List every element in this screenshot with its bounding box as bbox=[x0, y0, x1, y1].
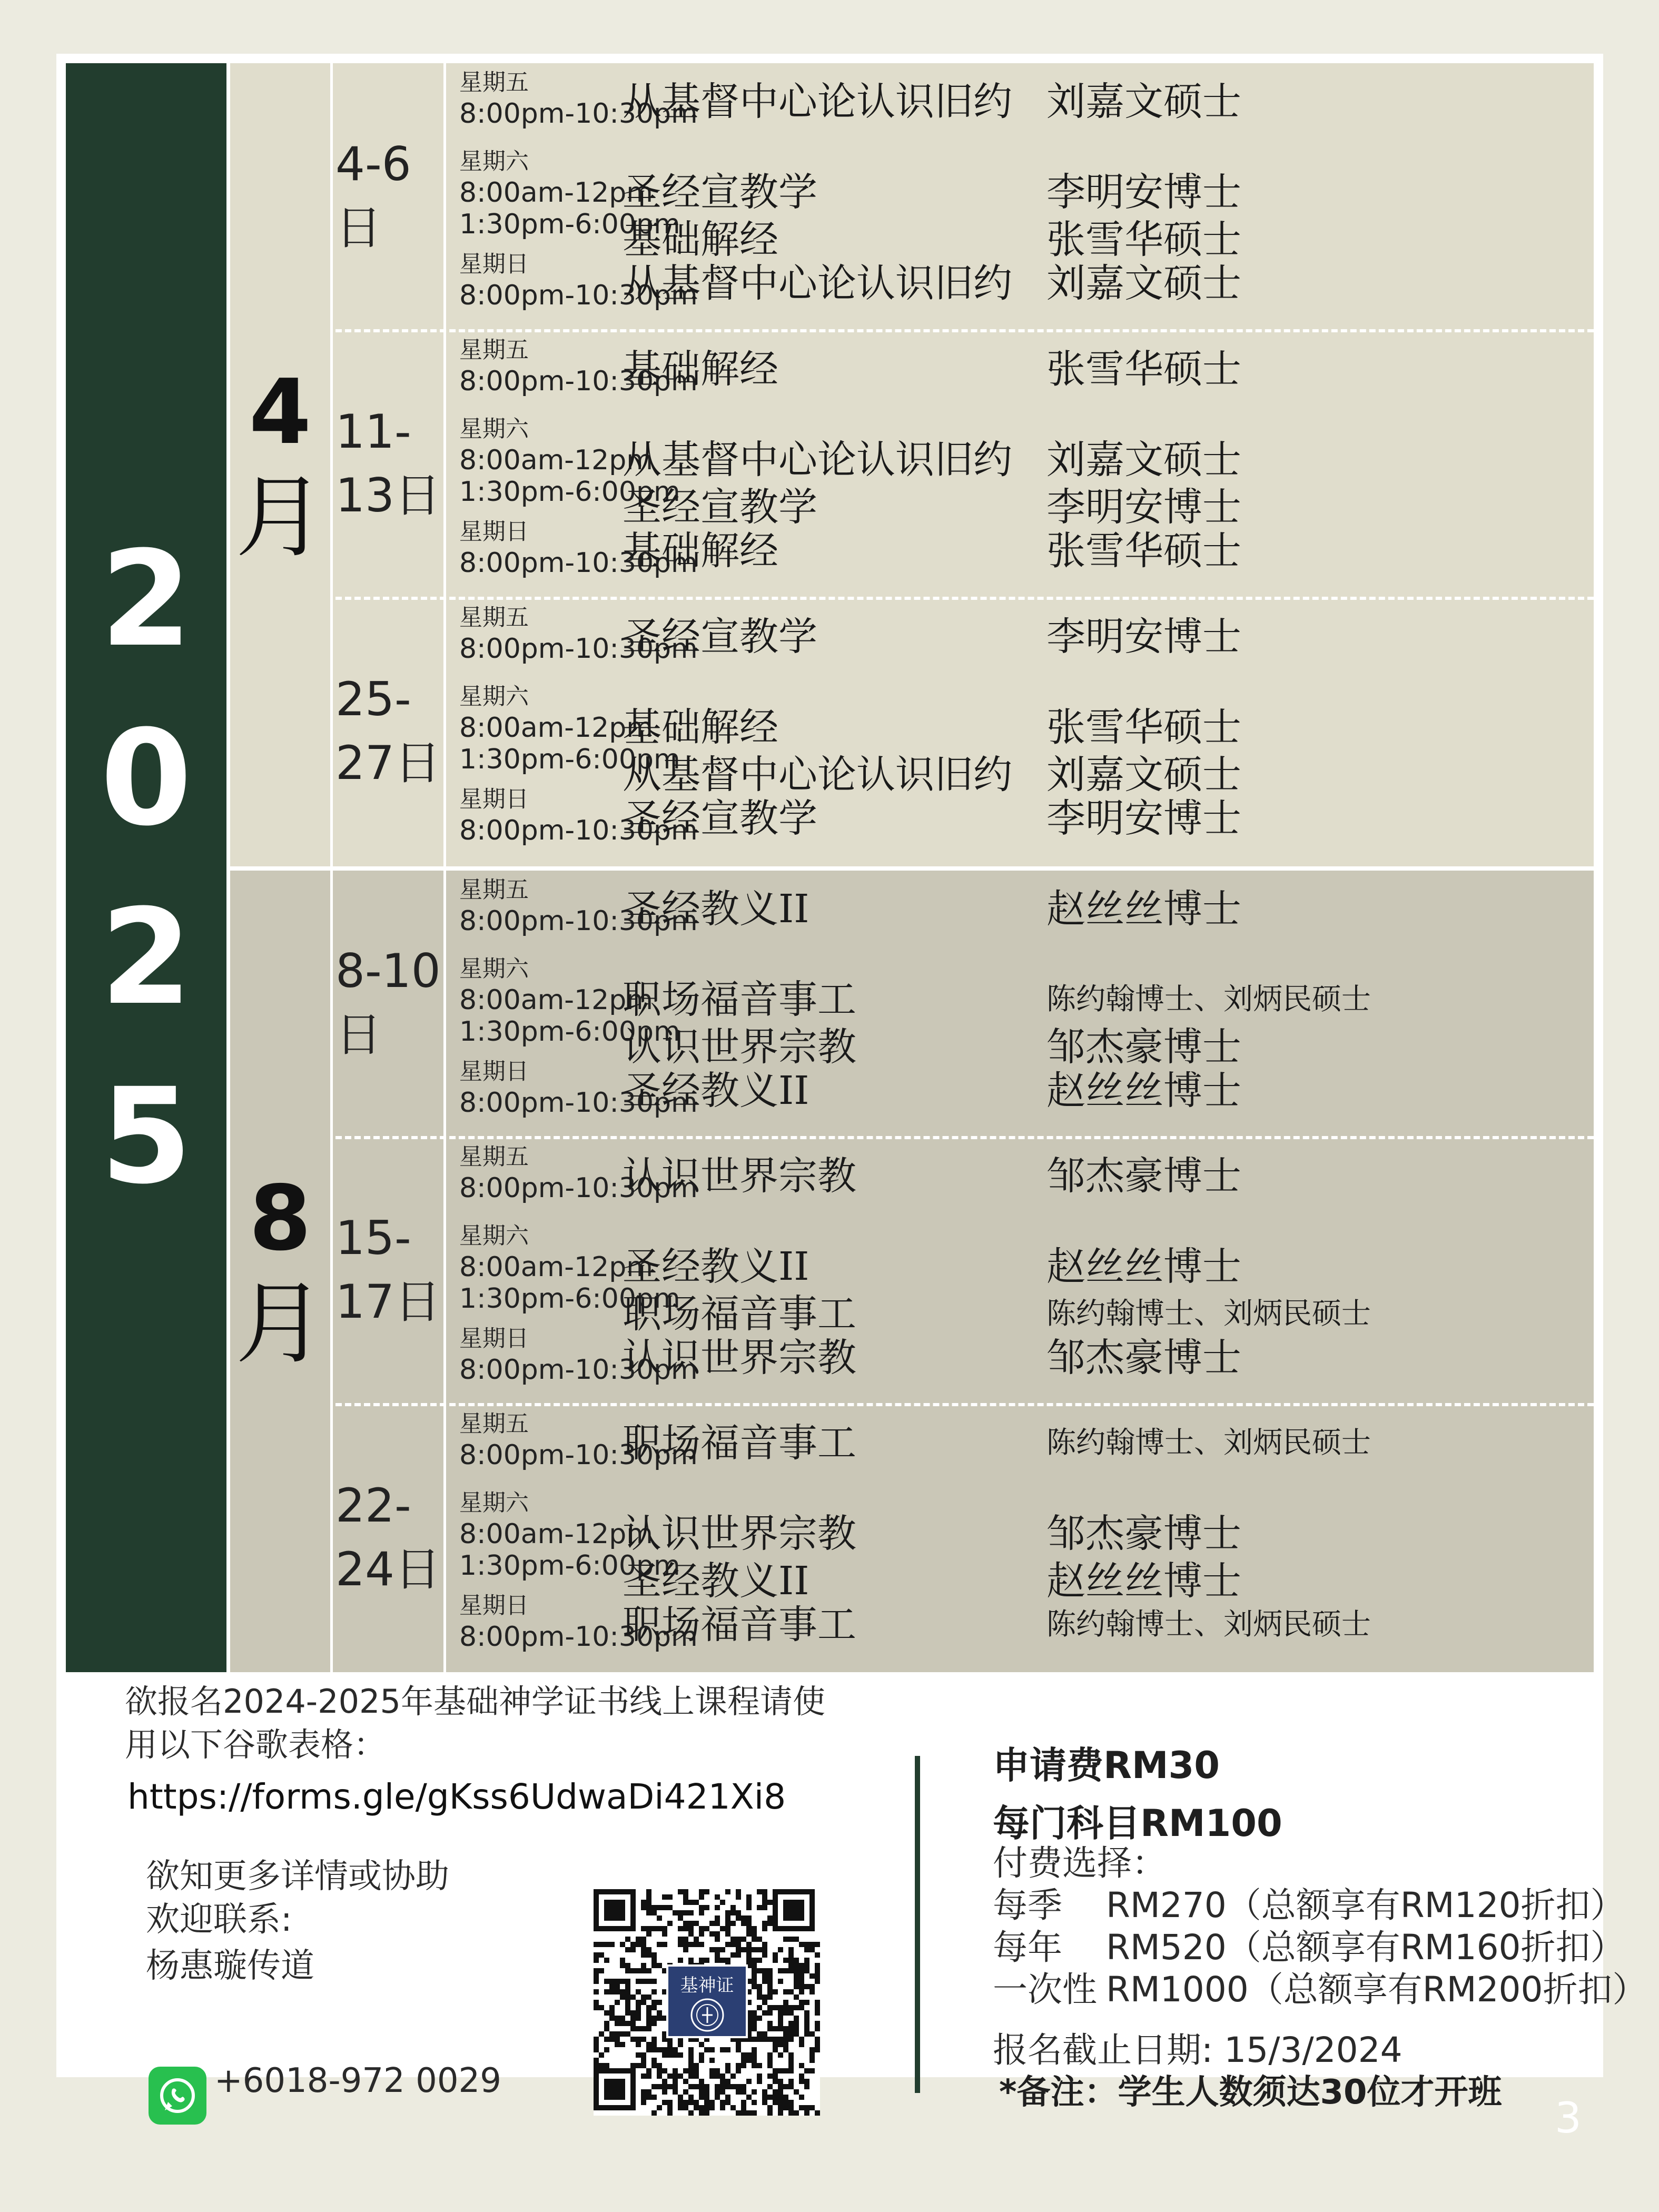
qr-logo bbox=[666, 1964, 748, 2038]
session-time: 8:00pm-10:30pm bbox=[459, 815, 698, 846]
course-fee: 每门科目RM100 bbox=[993, 1802, 1282, 1845]
session-day: 星期五 bbox=[459, 1143, 529, 1170]
qr-logo-text: 基神证 bbox=[680, 1975, 734, 1996]
payment-option-text: RM1000（总额享有RM200折扣） bbox=[1106, 1969, 1647, 2010]
lecturer-name: 李明安博士 bbox=[1046, 170, 1241, 215]
session-day: 星期日 bbox=[459, 1325, 529, 1352]
session-time: 1:30pm-6:00pm bbox=[459, 1550, 680, 1582]
footer-divider bbox=[915, 1756, 920, 2093]
session-day: 星期六 bbox=[459, 683, 529, 710]
weekend-block bbox=[335, 331, 1594, 598]
course-name: 职场福音事工 bbox=[623, 1602, 856, 1647]
month-section-august bbox=[230, 871, 1594, 1672]
lecturer-name: 刘嘉文硕士 bbox=[1046, 261, 1241, 306]
lecturer-name: 邹杰豪博士 bbox=[1046, 1335, 1241, 1380]
session-time: 1:30pm-6:00pm bbox=[459, 1283, 680, 1315]
session-time: 1:30pm-6:00pm bbox=[459, 476, 680, 508]
month-char: 月 bbox=[235, 1272, 325, 1376]
weekend-dates: 4-6日 bbox=[335, 136, 411, 255]
lecturer-name: 陈约翰博士、刘炳民硕士 bbox=[1046, 1297, 1371, 1331]
weekend-dates: 15-17日 bbox=[335, 1211, 441, 1329]
session-time: 8:00am-12pm bbox=[459, 1251, 653, 1283]
course-name: 圣经教义II bbox=[623, 1244, 809, 1289]
session-time: 8:00am-12pm bbox=[459, 445, 653, 476]
course-name: 基础解经 bbox=[623, 705, 778, 750]
session-day: 星期六 bbox=[459, 1222, 529, 1249]
payment-option-text: RM520（总额享有RM160折扣） bbox=[1106, 1927, 1625, 1968]
session-day: 星期日 bbox=[459, 1592, 529, 1619]
session-day: 星期五 bbox=[459, 337, 529, 363]
payment-option-label: 每季 bbox=[993, 1885, 1062, 1925]
contact-phone[interactable]: +6018-972 0029 bbox=[214, 2061, 501, 2100]
schedule-card bbox=[56, 54, 1647, 2112]
session-time: 1:30pm-6:00pm bbox=[459, 1016, 680, 1048]
payment-option-label: 一次性 bbox=[993, 1969, 1097, 2010]
lecturer-name: 赵丝丝博士 bbox=[1046, 886, 1241, 932]
lecturer-name: 张雪华硕士 bbox=[1046, 528, 1241, 574]
weekend-dates: 25-27日 bbox=[335, 672, 441, 790]
lecturer-name: 陈约翰博士、刘炳民硕士 bbox=[1046, 1607, 1371, 1642]
session-day: 星期五 bbox=[459, 1410, 529, 1437]
whatsapp-icon bbox=[149, 2067, 206, 2125]
lecturer-name: 李明安博士 bbox=[1046, 485, 1241, 530]
year-digit: 5 bbox=[100, 1059, 192, 1213]
weekend-dates: 11-13日 bbox=[335, 404, 441, 522]
course-name: 圣经宣教学 bbox=[623, 170, 817, 215]
lecturer-name: 邹杰豪博士 bbox=[1046, 1511, 1241, 1556]
lecturer-name: 赵丝丝博士 bbox=[1046, 1068, 1241, 1113]
course-name: 认识世界宗教 bbox=[623, 1024, 856, 1070]
class-note: *备注：学生人数须达30位才开班 bbox=[999, 2073, 1502, 2112]
weekend-block bbox=[335, 1405, 1594, 1672]
lecturer-name: 赵丝丝博士 bbox=[1046, 1558, 1241, 1604]
year-column bbox=[66, 63, 226, 1672]
course-name: 圣经宣教学 bbox=[623, 485, 817, 530]
payment-option bbox=[993, 1926, 1625, 1969]
session-day: 星期五 bbox=[459, 604, 529, 631]
course-name: 认识世界宗教 bbox=[623, 1511, 856, 1556]
session-time: 8:00am-12pm bbox=[459, 1518, 653, 1550]
page-number: 3 bbox=[1555, 2094, 1582, 2142]
session-time: 8:00pm-10:30pm bbox=[459, 366, 698, 397]
registration-link[interactable]: https://forms.gle/gKss6UdwaDi421Xi8 bbox=[127, 1776, 786, 1817]
lecturer-name: 张雪华硕士 bbox=[1046, 705, 1241, 750]
session-day: 星期日 bbox=[459, 251, 529, 278]
session-time: 8:00pm-10:30pm bbox=[459, 280, 698, 311]
weekend-dates: 8-10日 bbox=[335, 944, 441, 1062]
year-digit: 2 bbox=[100, 522, 192, 676]
payment-title: 付费选择： bbox=[993, 1843, 1167, 1883]
registration-text: 欲报名2024-2025年基础神学证书线上课程请使用以下谷歌表格： bbox=[125, 1682, 825, 1764]
course-name: 认识世界宗教 bbox=[623, 1153, 856, 1199]
session-day: 星期日 bbox=[459, 786, 529, 813]
course-name: 认识世界宗教 bbox=[623, 1335, 856, 1380]
column-divider bbox=[330, 63, 333, 866]
month-number: 8 bbox=[249, 1167, 312, 1271]
course-name: 圣经教义II bbox=[623, 1558, 809, 1604]
session-day: 星期六 bbox=[459, 1489, 529, 1516]
application-fee: 申请费RM30 bbox=[993, 1744, 1220, 1787]
session-time: 8:00pm-10:30pm bbox=[459, 1087, 698, 1119]
lecturer-name: 刘嘉文硕士 bbox=[1046, 752, 1241, 797]
session-day: 星期日 bbox=[459, 1058, 529, 1085]
session-time: 8:00pm-10:30pm bbox=[459, 98, 698, 130]
session-day: 星期五 bbox=[459, 876, 529, 903]
registration-deadline: 报名截止日期: 15/3/2024 bbox=[993, 2030, 1403, 2070]
weekend-dates: 22-24日 bbox=[335, 1478, 441, 1596]
payment-option bbox=[993, 1968, 1647, 2011]
session-time: 8:00pm-10:30pm bbox=[459, 547, 698, 579]
lecturer-name: 赵丝丝博士 bbox=[1046, 1244, 1241, 1289]
year-digit: 2 bbox=[100, 880, 192, 1034]
session-time: 8:00pm-10:30pm bbox=[459, 1621, 698, 1653]
course-name: 从基督中心论认识旧约 bbox=[623, 437, 1012, 482]
month-char: 月 bbox=[235, 465, 325, 570]
weekend-block bbox=[335, 871, 1594, 1138]
course-name: 圣经教义II bbox=[623, 886, 809, 932]
session-day: 星期日 bbox=[459, 518, 529, 545]
lecturer-name: 陈约翰博士、刘炳民硕士 bbox=[1046, 982, 1371, 1016]
lecturer-name: 李明安博士 bbox=[1046, 796, 1241, 841]
session-time: 8:00am-12pm bbox=[459, 712, 653, 744]
course-name: 从基督中心论认识旧约 bbox=[623, 261, 1012, 306]
session-day: 星期六 bbox=[459, 416, 529, 442]
course-name: 职场福音事工 bbox=[623, 1291, 856, 1337]
payment-option bbox=[993, 1884, 1625, 1927]
lecturer-name: 李明安博士 bbox=[1046, 614, 1241, 659]
course-name: 圣经宣教学 bbox=[623, 796, 817, 841]
course-name: 从基督中心论认识旧约 bbox=[623, 79, 1012, 124]
weekend-block bbox=[335, 63, 1594, 331]
course-name: 职场福音事工 bbox=[623, 977, 856, 1022]
course-name: 基础解经 bbox=[623, 217, 778, 262]
course-name: 从基督中心论认识旧约 bbox=[623, 752, 1012, 797]
lecturer-name: 张雪华硕士 bbox=[1046, 217, 1241, 262]
month-label bbox=[230, 871, 330, 1672]
year-digit: 0 bbox=[100, 701, 192, 855]
session-time: 1:30pm-6:00pm bbox=[459, 209, 680, 240]
session-time: 8:00pm-10:30pm bbox=[459, 1354, 698, 1386]
lecturer-name: 陈约翰博士、刘炳民硕士 bbox=[1046, 1426, 1371, 1460]
payment-option-text: RM270（总额享有RM120折扣） bbox=[1106, 1885, 1625, 1925]
course-name: 基础解经 bbox=[623, 347, 778, 392]
contact-text: 欲知更多详情或协助 欢迎联系: bbox=[146, 1857, 449, 1939]
course-name: 基础解经 bbox=[623, 528, 778, 574]
session-time: 8:00pm-10:30pm bbox=[459, 905, 698, 937]
lecturer-name: 刘嘉文硕士 bbox=[1046, 79, 1241, 124]
session-day: 星期六 bbox=[459, 148, 529, 175]
course-name: 职场福音事工 bbox=[623, 1420, 856, 1466]
session-time: 8:00pm-10:30pm bbox=[459, 633, 698, 665]
month-label bbox=[230, 63, 330, 866]
lecturer-name: 刘嘉文硕士 bbox=[1046, 437, 1241, 482]
month-number: 4 bbox=[249, 360, 312, 465]
course-name: 圣经宣教学 bbox=[623, 614, 817, 659]
session-time: 8:00pm-10:30pm bbox=[459, 1172, 698, 1204]
session-day: 星期六 bbox=[459, 955, 529, 982]
session-time: 8:00am-12pm bbox=[459, 177, 653, 209]
column-divider bbox=[330, 871, 333, 1672]
session-time: 8:00pm-10:30pm bbox=[459, 1439, 698, 1471]
course-name: 圣经教义II bbox=[623, 1068, 809, 1113]
lecturer-name: 邹杰豪博士 bbox=[1046, 1024, 1241, 1070]
session-time: 1:30pm-6:00pm bbox=[459, 744, 680, 775]
lecturer-name: 邹杰豪博士 bbox=[1046, 1153, 1241, 1199]
payment-option-label: 每年 bbox=[993, 1927, 1062, 1968]
session-time: 8:00am-12pm bbox=[459, 984, 653, 1016]
contact-name: 杨惠璇传道 bbox=[146, 1947, 314, 1986]
weekend-block bbox=[335, 598, 1594, 866]
month-section-april bbox=[230, 63, 1594, 866]
lecturer-name: 张雪华硕士 bbox=[1046, 347, 1241, 392]
weekend-block bbox=[335, 1138, 1594, 1405]
session-day: 星期五 bbox=[459, 69, 529, 96]
seal-icon bbox=[689, 1997, 726, 2033]
